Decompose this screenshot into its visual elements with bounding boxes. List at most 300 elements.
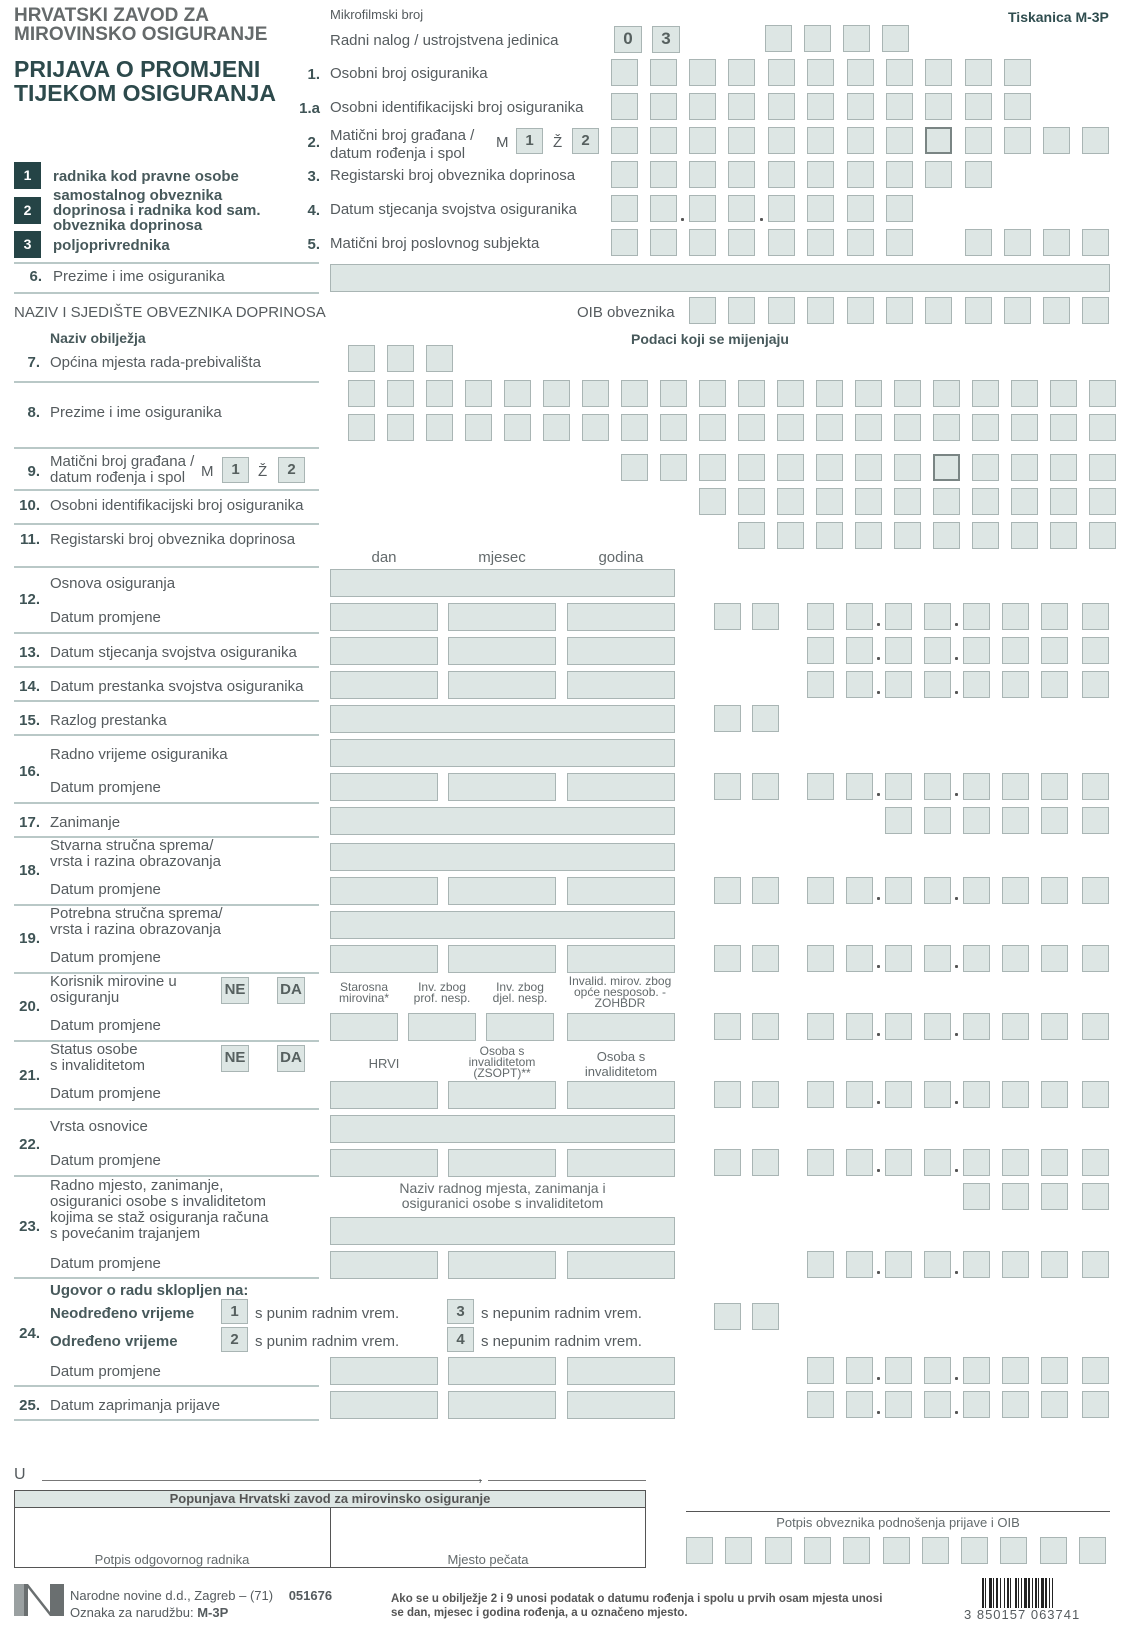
payer-signature-line[interactable] xyxy=(686,1511,1110,1512)
personal-number-digit-box[interactable] xyxy=(1004,59,1031,86)
row-22-date-month-field[interactable] xyxy=(448,1149,556,1177)
surname-char-box[interactable] xyxy=(387,380,414,407)
row-14-day-field[interactable] xyxy=(330,671,438,699)
row-9-digit-box[interactable] xyxy=(816,454,843,481)
row-24-date-month-field[interactable] xyxy=(448,1357,556,1385)
payer-oib-digit-box[interactable] xyxy=(886,297,913,324)
row-17-code-box[interactable] xyxy=(924,807,951,834)
oib-digit-box[interactable] xyxy=(768,93,795,120)
payer-signature-oib-box[interactable] xyxy=(765,1537,792,1564)
birth-id-digit-box[interactable] xyxy=(925,127,952,154)
row-14-date-digit-box[interactable] xyxy=(963,671,990,698)
row-20-code-box[interactable] xyxy=(714,1013,741,1040)
surname-char-box[interactable] xyxy=(621,380,648,407)
acquisition-date-digit-box[interactable] xyxy=(847,195,874,222)
acquisition-date-digit-box[interactable] xyxy=(768,195,795,222)
row-25-date-digit-box[interactable] xyxy=(963,1391,990,1418)
row-25-date-digit-box[interactable] xyxy=(1082,1391,1109,1418)
row-12-date-digit-box[interactable] xyxy=(885,603,912,630)
row-19-date-day-field[interactable] xyxy=(330,945,438,973)
name-char-box[interactable] xyxy=(855,414,882,441)
row-10-digit-box[interactable] xyxy=(738,488,765,515)
row-22-date-digit-box[interactable] xyxy=(885,1149,912,1176)
row-21-date-digit-box[interactable] xyxy=(807,1081,834,1108)
row-16-date-digit-box[interactable] xyxy=(1041,773,1068,800)
oib-digit-box[interactable] xyxy=(1004,93,1031,120)
row-19-date-digit-box[interactable] xyxy=(924,945,951,972)
row-18-date-digit-box[interactable] xyxy=(1041,877,1068,904)
personal-number-digit-box[interactable] xyxy=(768,59,795,86)
row-13-year-field[interactable] xyxy=(567,637,675,665)
registry-number-digit-box[interactable] xyxy=(768,161,795,188)
payer-signature-oib-box[interactable] xyxy=(961,1537,988,1564)
row-19-code-box[interactable] xyxy=(752,945,779,972)
surname-char-box[interactable] xyxy=(972,380,999,407)
row-11-digit-box[interactable] xyxy=(855,522,882,549)
row-14-month-field[interactable] xyxy=(448,671,556,699)
row-9-digit-box[interactable] xyxy=(738,454,765,481)
oib-digit-box[interactable] xyxy=(611,93,638,120)
row-14-date-digit-box[interactable] xyxy=(1082,671,1109,698)
surname-char-box[interactable] xyxy=(1050,380,1077,407)
payer-oib-digit-box[interactable] xyxy=(847,297,874,324)
name-char-box[interactable] xyxy=(660,414,687,441)
row-13-date-digit-box[interactable] xyxy=(1041,637,1068,664)
birth-id-digit-box[interactable] xyxy=(689,127,716,154)
work-order-digit-1[interactable]: 0 xyxy=(614,26,642,53)
personal-number-digit-box[interactable] xyxy=(925,59,952,86)
row-22-date-digit-box[interactable] xyxy=(924,1149,951,1176)
business-number-digit-box[interactable] xyxy=(807,229,834,256)
row-10-digit-box[interactable] xyxy=(816,488,843,515)
surname-char-box[interactable] xyxy=(1089,380,1116,407)
birth-id-digit-box[interactable] xyxy=(768,127,795,154)
oib-digit-box[interactable] xyxy=(728,93,755,120)
row-10-digit-box[interactable] xyxy=(933,488,960,515)
personal-number-digit-box[interactable] xyxy=(807,59,834,86)
row-12-code-box[interactable] xyxy=(752,603,779,630)
surname-char-box[interactable] xyxy=(465,380,492,407)
business-number-digit-box[interactable] xyxy=(1004,229,1031,256)
acquisition-date-digit-box[interactable] xyxy=(611,195,638,222)
surname-char-box[interactable] xyxy=(777,380,804,407)
row-13-date-digit-box[interactable] xyxy=(924,637,951,664)
name-char-box[interactable] xyxy=(465,414,492,441)
name-char-box[interactable] xyxy=(972,414,999,441)
row-19-date-digit-box[interactable] xyxy=(963,945,990,972)
surname-char-box[interactable] xyxy=(582,380,609,407)
row-19-date-digit-box[interactable] xyxy=(807,945,834,972)
row-16-date-digit-box[interactable] xyxy=(924,773,951,800)
surname-char-box[interactable] xyxy=(348,380,375,407)
surname-char-box[interactable] xyxy=(816,380,843,407)
row-23-code-box[interactable] xyxy=(1082,1183,1109,1210)
row-21-date-month-field[interactable] xyxy=(448,1081,556,1109)
registry-number-digit-box[interactable] xyxy=(886,161,913,188)
row-22-date-digit-box[interactable] xyxy=(1082,1149,1109,1176)
name-char-box[interactable] xyxy=(543,414,570,441)
birth-id-digit-box[interactable] xyxy=(728,127,755,154)
acquisition-date-digit-box[interactable] xyxy=(886,195,913,222)
registry-number-digit-box[interactable] xyxy=(728,161,755,188)
row-24-date-digit-box[interactable] xyxy=(846,1357,873,1384)
row-18-date-digit-box[interactable] xyxy=(807,877,834,904)
personal-number-digit-box[interactable] xyxy=(847,59,874,86)
row-20-da-box[interactable]: DA xyxy=(277,977,305,1004)
row-21-date-digit-box[interactable] xyxy=(885,1081,912,1108)
row-19-date-year-field[interactable] xyxy=(567,945,675,973)
surname-char-box[interactable] xyxy=(660,380,687,407)
row-23-code-box[interactable] xyxy=(1041,1183,1068,1210)
row-19-date-digit-box[interactable] xyxy=(885,945,912,972)
registry-number-digit-box[interactable] xyxy=(807,161,834,188)
row-25-date-digit-box[interactable] xyxy=(924,1391,951,1418)
business-number-digit-box[interactable] xyxy=(728,229,755,256)
acquisition-date-digit-box[interactable] xyxy=(728,195,755,222)
payer-signature-oib-box[interactable] xyxy=(804,1537,831,1564)
row-24-option-1[interactable]: 1 xyxy=(221,1299,248,1324)
row-24-date-digit-box[interactable] xyxy=(924,1357,951,1384)
row-11-digit-box[interactable] xyxy=(738,522,765,549)
name-char-box[interactable] xyxy=(582,414,609,441)
row-13-date-digit-box[interactable] xyxy=(885,637,912,664)
payer-oib-digit-box[interactable] xyxy=(768,297,795,324)
microfilm-digit-box[interactable] xyxy=(882,25,909,52)
row-24-code-box[interactable] xyxy=(714,1303,741,1330)
row-21-ne-box[interactable]: NE xyxy=(221,1045,249,1072)
acquisition-date-digit-box[interactable] xyxy=(807,195,834,222)
work-order-digit-2[interactable]: 3 xyxy=(652,26,680,53)
row-20-partial-field[interactable] xyxy=(486,1013,554,1041)
business-number-digit-box[interactable] xyxy=(689,229,716,256)
row-24-option-3[interactable]: 3 xyxy=(447,1299,474,1324)
row-17-occupation-field[interactable] xyxy=(330,807,675,835)
name-char-box[interactable] xyxy=(1011,414,1038,441)
row-23-date-digit-box[interactable] xyxy=(963,1251,990,1278)
row-16-date-digit-box[interactable] xyxy=(963,773,990,800)
row-16-date-day-field[interactable] xyxy=(330,773,438,801)
row-13-month-field[interactable] xyxy=(448,637,556,665)
row-25-date-digit-box[interactable] xyxy=(807,1391,834,1418)
row-23-date-digit-box[interactable] xyxy=(807,1251,834,1278)
surname-char-box[interactable] xyxy=(426,380,453,407)
payer-oib-digit-box[interactable] xyxy=(1004,297,1031,324)
row-16-date-digit-box[interactable] xyxy=(1082,773,1109,800)
row-21-date-digit-box[interactable] xyxy=(1082,1081,1109,1108)
acquisition-date-digit-box[interactable] xyxy=(689,195,716,222)
row-12-date-digit-box[interactable] xyxy=(924,603,951,630)
row-17-code-box[interactable] xyxy=(963,807,990,834)
row-18-date-digit-box[interactable] xyxy=(846,877,873,904)
row-10-digit-box[interactable] xyxy=(972,488,999,515)
row-21-date-digit-box[interactable] xyxy=(846,1081,873,1108)
row-15-reason-field[interactable] xyxy=(330,705,675,733)
row-18-date-digit-box[interactable] xyxy=(924,877,951,904)
registry-number-digit-box[interactable] xyxy=(847,161,874,188)
birth-id-digit-box[interactable] xyxy=(1082,127,1109,154)
registry-number-digit-box[interactable] xyxy=(965,161,992,188)
microfilm-digit-box[interactable] xyxy=(843,25,870,52)
row-23-code-box[interactable] xyxy=(1002,1183,1029,1210)
row-9-digit-box[interactable] xyxy=(621,454,648,481)
row-24-code-box[interactable] xyxy=(752,1303,779,1330)
row-18-date-year-field[interactable] xyxy=(567,877,675,905)
payer-oib-digit-box[interactable] xyxy=(965,297,992,324)
payer-signature-oib-box[interactable] xyxy=(922,1537,949,1564)
row-12-date-digit-box[interactable] xyxy=(1041,603,1068,630)
row-14-date-digit-box[interactable] xyxy=(1041,671,1068,698)
row-24-option-4[interactable]: 4 xyxy=(447,1327,474,1352)
surname-char-box[interactable] xyxy=(699,380,726,407)
row-16-date-year-field[interactable] xyxy=(567,773,675,801)
name-char-box[interactable] xyxy=(387,414,414,441)
row-18-code-box[interactable] xyxy=(714,877,741,904)
row-19-date-digit-box[interactable] xyxy=(1041,945,1068,972)
business-number-digit-box[interactable] xyxy=(1043,229,1070,256)
row-9-gender-z-code[interactable]: 2 xyxy=(278,457,305,483)
name-char-box[interactable] xyxy=(426,414,453,441)
row-20-date-digit-box[interactable] xyxy=(963,1013,990,1040)
row-13-day-field[interactable] xyxy=(330,637,438,665)
row-23-date-digit-box[interactable] xyxy=(1002,1251,1029,1278)
date-line[interactable] xyxy=(488,1480,646,1481)
row-15-code-box[interactable] xyxy=(752,705,779,732)
row-24-date-digit-box[interactable] xyxy=(1041,1357,1068,1384)
row-14-year-field[interactable] xyxy=(567,671,675,699)
row-24-date-digit-box[interactable] xyxy=(885,1357,912,1384)
row-12-date-year-field[interactable] xyxy=(567,603,675,631)
row-16-date-digit-box[interactable] xyxy=(807,773,834,800)
row-13-date-digit-box[interactable] xyxy=(1082,637,1109,664)
row-23-date-digit-box[interactable] xyxy=(1041,1251,1068,1278)
row-20-code-box[interactable] xyxy=(752,1013,779,1040)
row-12-date-digit-box[interactable] xyxy=(1002,603,1029,630)
business-number-digit-box[interactable] xyxy=(886,229,913,256)
business-number-digit-box[interactable] xyxy=(650,229,677,256)
row-14-date-digit-box[interactable] xyxy=(885,671,912,698)
row-9-digit-box[interactable] xyxy=(894,454,921,481)
registry-number-digit-box[interactable] xyxy=(689,161,716,188)
row-22-date-digit-box[interactable] xyxy=(1041,1149,1068,1176)
row-21-date-digit-box[interactable] xyxy=(1041,1081,1068,1108)
acquisition-date-digit-box[interactable] xyxy=(650,195,677,222)
category-3-marker[interactable]: 3 xyxy=(14,231,41,258)
oib-digit-box[interactable] xyxy=(650,93,677,120)
surname-char-box[interactable] xyxy=(543,380,570,407)
row-19-education-field[interactable] xyxy=(330,911,675,939)
row-25-month-field[interactable] xyxy=(448,1391,556,1419)
row-19-date-digit-box[interactable] xyxy=(846,945,873,972)
row-19-code-box[interactable] xyxy=(714,945,741,972)
row-24-date-digit-box[interactable] xyxy=(963,1357,990,1384)
payer-oib-digit-box[interactable] xyxy=(925,297,952,324)
name-char-box[interactable] xyxy=(816,414,843,441)
row-9-digit-box[interactable] xyxy=(1011,454,1038,481)
business-number-digit-box[interactable] xyxy=(965,229,992,256)
name-char-box[interactable] xyxy=(1089,414,1116,441)
row-24-date-day-field[interactable] xyxy=(330,1357,438,1385)
surname-char-box[interactable] xyxy=(933,380,960,407)
row-9-digit-box[interactable] xyxy=(660,454,687,481)
row-17-code-box[interactable] xyxy=(1082,807,1109,834)
row-24-date-digit-box[interactable] xyxy=(1002,1357,1029,1384)
row-25-date-digit-box[interactable] xyxy=(846,1391,873,1418)
row-23-date-day-field[interactable] xyxy=(330,1251,438,1279)
row-16-date-digit-box[interactable] xyxy=(885,773,912,800)
name-char-box[interactable] xyxy=(933,414,960,441)
row-23-code-box[interactable] xyxy=(963,1183,990,1210)
row-21-date-digit-box[interactable] xyxy=(924,1081,951,1108)
row-22-date-day-field[interactable] xyxy=(330,1149,438,1177)
business-number-digit-box[interactable] xyxy=(847,229,874,256)
birth-id-digit-box[interactable] xyxy=(965,127,992,154)
payer-signature-oib-box[interactable] xyxy=(1040,1537,1067,1564)
row-15-code-box[interactable] xyxy=(714,705,741,732)
registry-number-digit-box[interactable] xyxy=(611,161,638,188)
row-25-day-field[interactable] xyxy=(330,1391,438,1419)
row-9-digit-box[interactable] xyxy=(699,454,726,481)
payer-oib-digit-box[interactable] xyxy=(807,297,834,324)
surname-char-box[interactable] xyxy=(855,380,882,407)
row-12-date-digit-box[interactable] xyxy=(807,603,834,630)
personal-number-digit-box[interactable] xyxy=(886,59,913,86)
payer-signature-oib-box[interactable] xyxy=(883,1537,910,1564)
payer-oib-digit-box[interactable] xyxy=(1082,297,1109,324)
birth-id-digit-box[interactable] xyxy=(650,127,677,154)
business-number-digit-box[interactable] xyxy=(768,229,795,256)
payer-signature-oib-box[interactable] xyxy=(725,1537,752,1564)
row-19-date-digit-box[interactable] xyxy=(1002,945,1029,972)
birth-id-digit-box[interactable] xyxy=(1004,127,1031,154)
municipality-digit-box[interactable] xyxy=(348,345,375,372)
row-9-digit-box[interactable] xyxy=(933,454,960,481)
row-18-education-field[interactable] xyxy=(330,843,675,871)
field-6-input[interactable] xyxy=(330,264,1110,292)
category-1-marker[interactable]: 1 xyxy=(14,162,41,189)
row-23-date-year-field[interactable] xyxy=(567,1251,675,1279)
gender-m-code[interactable]: 1 xyxy=(516,128,543,154)
row-18-date-day-field[interactable] xyxy=(330,877,438,905)
personal-number-digit-box[interactable] xyxy=(965,59,992,86)
row-11-digit-box[interactable] xyxy=(816,522,843,549)
row-14-date-digit-box[interactable] xyxy=(807,671,834,698)
row-23-date-digit-box[interactable] xyxy=(924,1251,951,1278)
business-number-digit-box[interactable] xyxy=(611,229,638,256)
row-23-date-digit-box[interactable] xyxy=(846,1251,873,1278)
row-9-gender-m-code[interactable]: 1 xyxy=(222,457,249,483)
name-char-box[interactable] xyxy=(621,414,648,441)
row-11-digit-box[interactable] xyxy=(894,522,921,549)
row-10-digit-box[interactable] xyxy=(1011,488,1038,515)
name-char-box[interactable] xyxy=(699,414,726,441)
row-20-date-digit-box[interactable] xyxy=(807,1013,834,1040)
row-20-date-digit-box[interactable] xyxy=(846,1013,873,1040)
row-25-date-digit-box[interactable] xyxy=(885,1391,912,1418)
row-12-basis-field[interactable] xyxy=(330,569,675,597)
row-14-date-digit-box[interactable] xyxy=(846,671,873,698)
personal-number-digit-box[interactable] xyxy=(689,59,716,86)
payer-oib-digit-box[interactable] xyxy=(728,297,755,324)
row-11-digit-box[interactable] xyxy=(777,522,804,549)
row-22-date-digit-box[interactable] xyxy=(807,1149,834,1176)
oib-digit-box[interactable] xyxy=(807,93,834,120)
row-16-code-box[interactable] xyxy=(752,773,779,800)
payer-signature-oib-box[interactable] xyxy=(1079,1537,1106,1564)
row-10-digit-box[interactable] xyxy=(1050,488,1077,515)
category-2-marker[interactable]: 2 xyxy=(14,197,41,224)
row-18-date-digit-box[interactable] xyxy=(963,877,990,904)
oib-digit-box[interactable] xyxy=(925,93,952,120)
row-22-date-digit-box[interactable] xyxy=(963,1149,990,1176)
oib-digit-box[interactable] xyxy=(847,93,874,120)
row-20-ne-box[interactable]: NE xyxy=(221,977,249,1004)
name-char-box[interactable] xyxy=(348,414,375,441)
row-16-date-month-field[interactable] xyxy=(448,773,556,801)
row-13-date-digit-box[interactable] xyxy=(807,637,834,664)
row-11-digit-box[interactable] xyxy=(1011,522,1038,549)
birth-id-digit-box[interactable] xyxy=(807,127,834,154)
row-16-hours-field[interactable] xyxy=(330,739,675,767)
row-25-date-digit-box[interactable] xyxy=(1002,1391,1029,1418)
birth-id-digit-box[interactable] xyxy=(1043,127,1070,154)
oib-digit-box[interactable] xyxy=(689,93,716,120)
place-line[interactable] xyxy=(42,1480,482,1481)
row-17-code-box[interactable] xyxy=(1002,807,1029,834)
name-char-box[interactable] xyxy=(504,414,531,441)
row-24-date-digit-box[interactable] xyxy=(807,1357,834,1384)
row-18-code-box[interactable] xyxy=(752,877,779,904)
row-10-digit-box[interactable] xyxy=(699,488,726,515)
row-9-digit-box[interactable] xyxy=(777,454,804,481)
row-25-year-field[interactable] xyxy=(567,1391,675,1419)
gender-z-code[interactable]: 2 xyxy=(572,128,599,154)
row-23-date-digit-box[interactable] xyxy=(885,1251,912,1278)
row-18-date-digit-box[interactable] xyxy=(1082,877,1109,904)
birth-id-digit-box[interactable] xyxy=(886,127,913,154)
row-16-date-digit-box[interactable] xyxy=(1002,773,1029,800)
surname-char-box[interactable] xyxy=(1011,380,1038,407)
row-10-digit-box[interactable] xyxy=(1089,488,1116,515)
row-23-date-month-field[interactable] xyxy=(448,1251,556,1279)
row-22-date-digit-box[interactable] xyxy=(1002,1149,1029,1176)
row-19-date-month-field[interactable] xyxy=(448,945,556,973)
row-16-code-box[interactable] xyxy=(714,773,741,800)
microfilm-digit-box[interactable] xyxy=(804,25,831,52)
payer-signature-oib-box[interactable] xyxy=(1000,1537,1027,1564)
payer-oib-digit-box[interactable] xyxy=(689,297,716,324)
name-char-box[interactable] xyxy=(1050,414,1077,441)
municipality-digit-box[interactable] xyxy=(426,345,453,372)
row-23-date-digit-box[interactable] xyxy=(1082,1251,1109,1278)
row-11-digit-box[interactable] xyxy=(972,522,999,549)
row-14-date-digit-box[interactable] xyxy=(924,671,951,698)
registry-number-digit-box[interactable] xyxy=(650,161,677,188)
surname-char-box[interactable] xyxy=(738,380,765,407)
row-22-basis-field[interactable] xyxy=(330,1115,675,1143)
row-11-digit-box[interactable] xyxy=(1050,522,1077,549)
row-24-option-2[interactable]: 2 xyxy=(221,1327,248,1352)
birth-id-digit-box[interactable] xyxy=(847,127,874,154)
row-10-digit-box[interactable] xyxy=(894,488,921,515)
row-24-date-year-field[interactable] xyxy=(567,1357,675,1385)
row-21-da-box[interactable]: DA xyxy=(277,1045,305,1072)
row-13-date-digit-box[interactable] xyxy=(963,637,990,664)
row-18-date-digit-box[interactable] xyxy=(885,877,912,904)
row-16-date-digit-box[interactable] xyxy=(846,773,873,800)
name-char-box[interactable] xyxy=(894,414,921,441)
personal-number-digit-box[interactable] xyxy=(728,59,755,86)
row-10-digit-box[interactable] xyxy=(777,488,804,515)
